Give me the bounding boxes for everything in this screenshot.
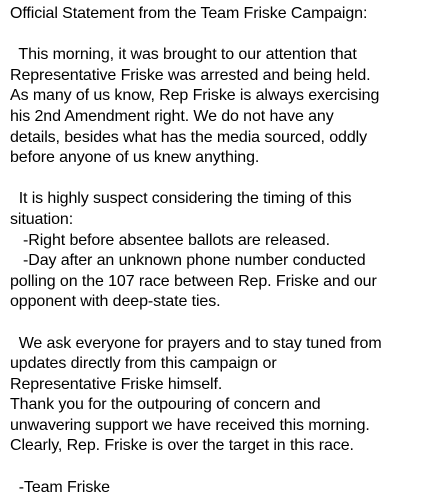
paragraph-2-line-6: opponent with deep-state ties. — [10, 293, 221, 311]
spacer — [10, 457, 422, 478]
paragraph-1-line-3: As many of us know, Rep Friske is always exercising — [10, 87, 380, 105]
spacer — [10, 25, 422, 46]
paragraph-2-line-2: situation: — [10, 210, 74, 228]
paragraph-2-line-1: It is highly suspect considering the timing of this — [10, 190, 352, 208]
spacer — [10, 169, 422, 190]
paragraph-3-line-6: Clearly, Rep. Friske is over the target in this race. — [10, 437, 354, 455]
paragraph-1-line-6: before anyone of us knew anything. — [10, 149, 260, 167]
signature: -Team Friske — [10, 478, 110, 496]
paragraph-3-line-5: unwavering support we have received this morning. — [10, 416, 370, 434]
paragraph-1-line-5: details, besides what has the media sourced, oddly — [10, 128, 367, 146]
paragraph-3-line-1: We ask everyone for prayers and to stay tuned from — [10, 334, 382, 352]
paragraph-2-bullet-1: -Right before absentee ballots are released. — [10, 231, 330, 249]
spacer — [10, 313, 422, 334]
paragraph-1-line-1: This morning, it was brought to our attention that — [10, 46, 357, 64]
statement-heading: Official Statement from the Team Friske Campaign: — [10, 5, 368, 22]
paragraph-2-bullet-2: -Day after an unknown phone number conducted — [10, 252, 366, 270]
paragraph-1-line-4: his 2nd Amendment right. We do not have any — [10, 107, 334, 125]
paragraph-3-line-4: Thank you for the outpouring of concern and — [10, 396, 321, 414]
campaign-statement — [10, 4, 422, 498]
paragraph-2-line-5: polling on the 107 race between Rep. Friske and our — [10, 272, 377, 290]
paragraph-1-line-2: Representative Friske was arrested and being held. — [10, 66, 371, 84]
paragraph-3-line-3: Representative Friske himself. — [10, 375, 223, 393]
paragraph-3-line-2: updates directly from this campaign or — [10, 355, 277, 373]
